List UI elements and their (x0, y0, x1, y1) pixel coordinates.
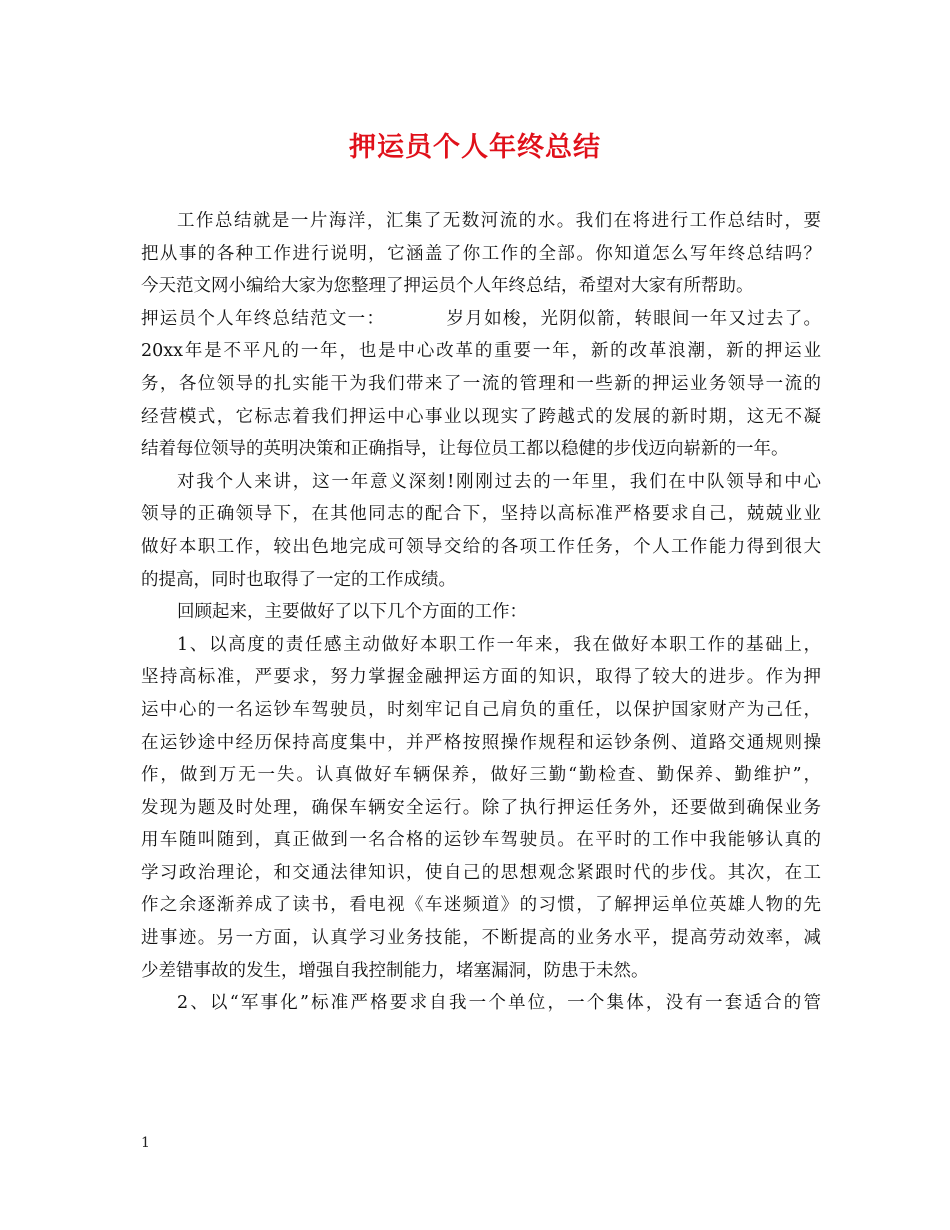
text-line: 学习政治理论，和交通法律知识，使自己的思想观念紧跟时代的步伐。其次，在工 (141, 862, 821, 883)
text-line: 领导的正确领导下，在其他同志的配合下，坚持以高标准严格要求自己，兢兢业业 (141, 504, 821, 525)
text-line: 少差错事故的发生，增强自我控制能力，堵塞漏洞，防患于未然。 (141, 960, 649, 981)
text-line: 2、以“军事化”标准严格要求自我一个单位，一个集体，没有一套适合的管 (177, 993, 821, 1014)
text-line: 对我个人来讲，这一年意义深刻!刚刚过去的一年里，我们在中队领导和中心 (177, 471, 821, 492)
text-line: 运中心的一名运钞车驾驶员，时刻牢记自己肩负的重任，以保护国家财产为己任， (141, 699, 821, 720)
text-line: 20xx年是不平凡的一年，也是中心改革的重要一年，新的改革浪潮，新的押运业 (141, 341, 821, 362)
text-line: 用车随叫随到，真正做到一名合格的运钞车驾驶员。在平时的工作中我能够认真的 (141, 830, 821, 851)
text-line: 作之余逐渐养成了读书，看电视《车迷频道》的习惯，了解押运单位英雄人物的先 (141, 895, 821, 916)
sample-heading: 押运员个人年终总结范文一： (141, 308, 386, 329)
text-line: 务，各位领导的扎实能干为我们带来了一流的管理和一些新的押运业务领导一流的 (141, 373, 821, 394)
page-number: 1 (141, 1135, 150, 1151)
text-line (141, 303, 821, 336)
paragraph-point-one (141, 629, 821, 988)
paragraph-point-two (141, 987, 821, 1020)
document-body (141, 205, 821, 1020)
paragraph-intro (141, 205, 821, 303)
text-line: 把从事的各种工作进行说明，它涵盖了你工作的全部。你知道怎么写年终总结吗？ (141, 243, 821, 264)
text-line: 坚持高标准，严要求，努力掌握金融押运方面的知识，取得了较大的进步。作为押 (141, 667, 821, 688)
text-line: 发现为题及时处理，确保车辆安全运行。除了执行押运任务外，还要做到确保业务 (141, 797, 821, 818)
text-line: 今天范文网小编给大家为您整理了押运员个人年终总结，希望对大家有所帮助。 (141, 276, 754, 297)
text-line: 1、以高度的责任感主动做好本职工作一年来，我在做好本职工作的基础上， (177, 634, 821, 655)
text-line: 经营模式，它标志着我们押运中心事业以现实了跨越式的发展的新时期，这无不凝 (141, 406, 821, 427)
paragraph-personal (141, 466, 821, 596)
paragraph-review (141, 596, 821, 629)
text-line: 作，做到万无一失。认真做好车辆保养，做好三勤“勤检查、勤保养、勤维护”， (141, 765, 821, 786)
paragraph-sample-one (141, 303, 821, 466)
text-line: 结着每位领导的英明决策和正确指导，让每位员工都以稳健的步伐迈向崭新的一年。 (141, 439, 789, 460)
text-line: 进事迹。另一方面，认真学习业务技能，不断提高的业务水平，提高劳动效率，减 (141, 928, 821, 949)
text-line: 做好本职工作，较出色地完成可领导交给的各项工作任务，个人工作能力得到很大 (141, 536, 821, 557)
document-title: 押运员个人年终总结 (349, 132, 601, 163)
text-line: 的提高，同时也取得了一定的工作成绩。 (141, 569, 456, 590)
sample-first-sentence: 岁月如梭，光阴似箭，转眼间一年又过去了。 (445, 308, 822, 329)
text-line: 在运钞途中经历保持高度集中，并严格按照操作规程和运钞条例、道路交通规则操 (141, 732, 821, 753)
text-line: 工作总结就是一片海洋，汇集了无数河流的水。我们在将进行工作总结时，要 (177, 211, 821, 231)
text-line: 回顾起来，主要做好了以下几个方面的工作： (177, 602, 527, 623)
